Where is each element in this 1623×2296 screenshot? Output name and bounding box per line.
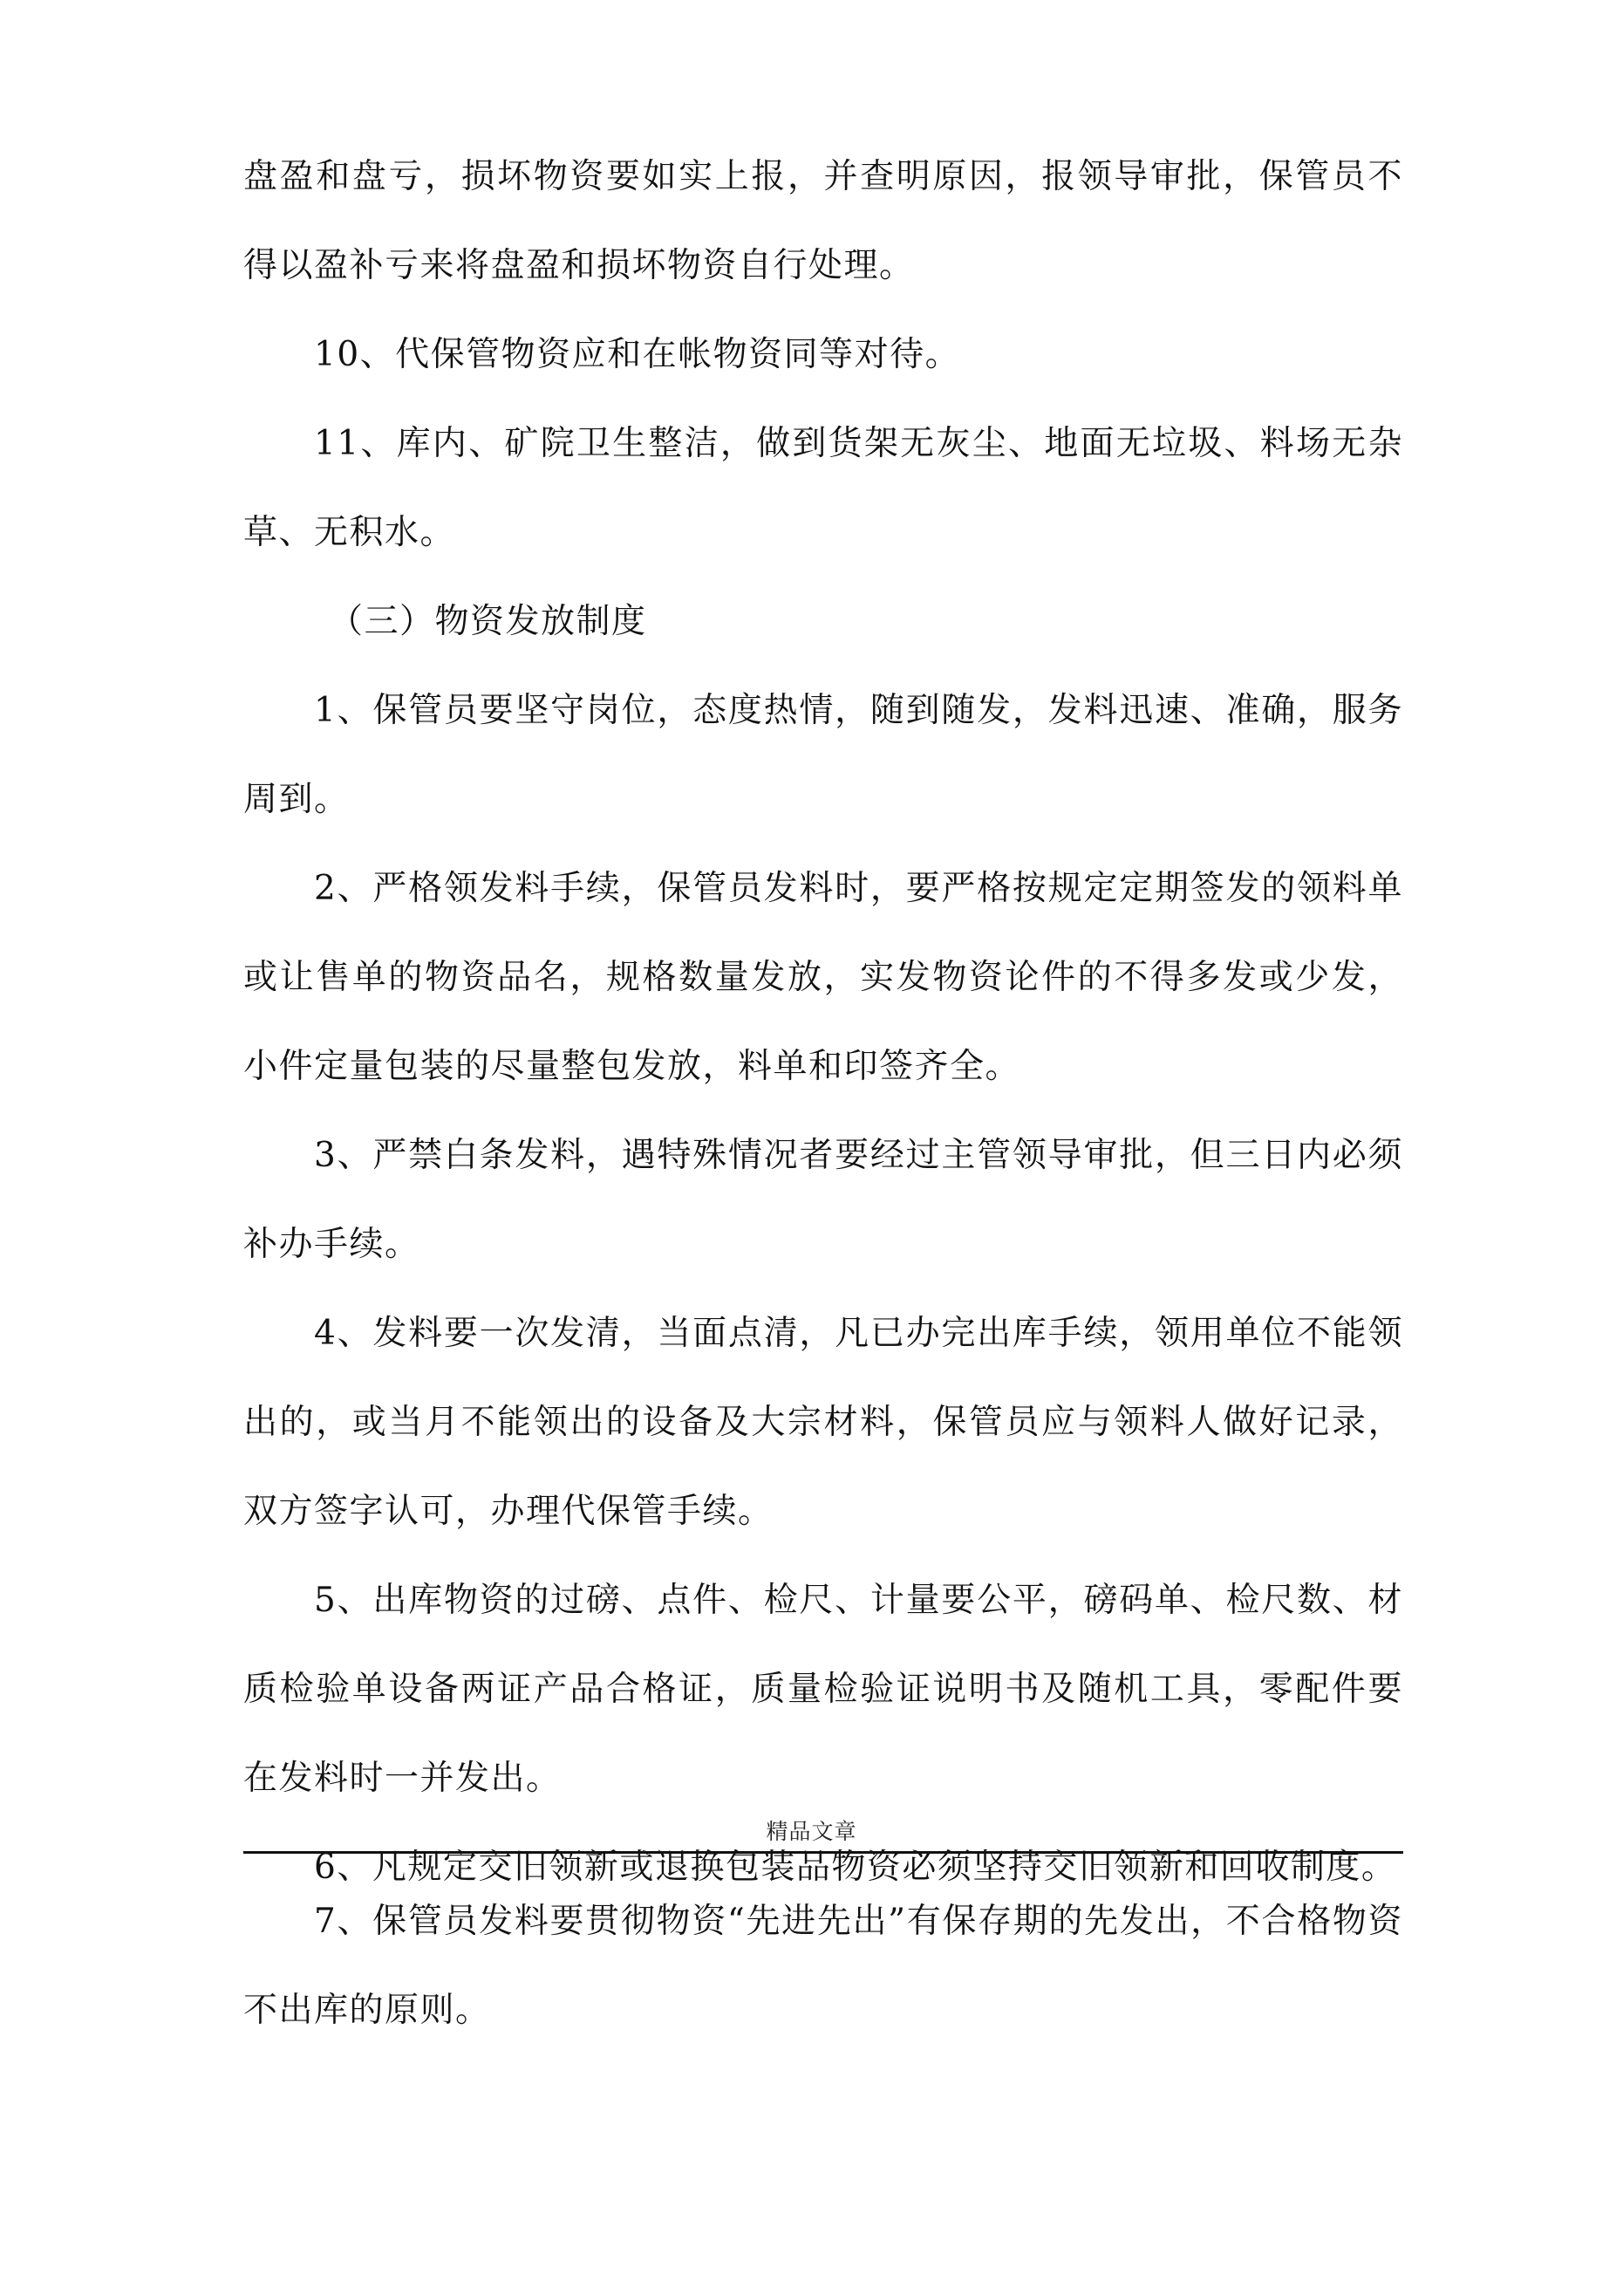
paragraph-item-10: 10、代保管物资应和在帐物资同等对待。 [314,335,961,374]
paragraph-item-7: 7、保管员发料要贯彻物资“先进先出”有保存期的先发出，不合格物资不出库的原则。 [243,1902,1403,2030]
paragraph-item-1: 1、保管员要坚守岗位，态度热情，随到随发，发料迅速、准确，服务周到。 [243,691,1403,819]
page-bottom-body [243,1877,1403,2055]
paragraph-item-6: 6、凡规定交旧领新或退换包装品物资必须坚持交旧领新和回收制度。 [314,1848,1397,1887]
page-top-body [243,133,1403,1912]
paragraph-continuation: 盘盈和盘亏，损坏物资要如实上报，并查明原因，报领导审批，保管员不得以盈补亏来将盘盈和损坏物资自行处理。 [243,157,1403,285]
section-heading: （三）物资发放制度 [329,602,647,641]
page-divider-rule [243,1851,1403,1854]
paragraph-item-5: 5、出库物资的过磅、点件、检尺、计量要公平，磅码单、检尺数、材质检验单设备两证产品合格证，质量检验证说明书及随机工具，零配件要在发料时一并发出。 [243,1581,1403,1798]
paragraph-item-4: 4、发料要一次发清，当面点清，凡已办完出库手续，领用单位不能领出的，或当月不能领出的设备及大宗材料，保管员应与领料人做好记录，双方签字认可，办理代保管手续。 [243,1314,1403,1531]
paragraph-item-2: 2、严格领发料手续，保管员发料时，要严格按规定定期签发的领料单或让售单的物资品名，规格数量发放，实发物资论件的不得多发或少发，小件定量包装的尽量整包发放，料单和印签齐全。 [243,869,1403,1086]
page-footer-label: 精品文章 [766,1819,857,1844]
paragraph-item-11: 11、库内、矿院卫生整洁，做到货架无灰尘、地面无垃圾、料场无杂草、无积水。 [243,424,1403,552]
paragraph-item-3: 3、严禁白条发料，遇特殊情况者要经过主管领导审批，但三日内必须补办手续。 [243,1136,1403,1264]
